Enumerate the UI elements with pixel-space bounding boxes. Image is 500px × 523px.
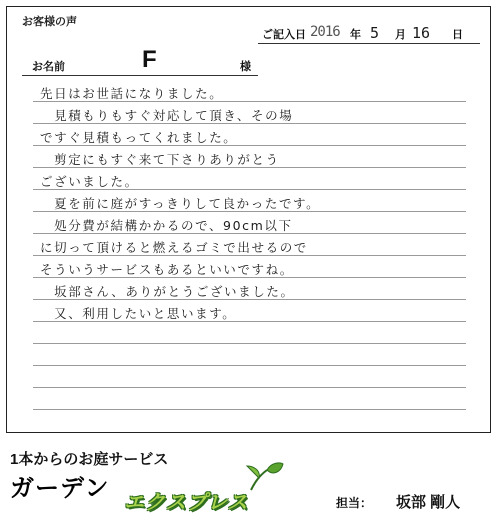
- brand-tagline: 1本からのお庭サービス: [10, 451, 169, 468]
- name-suffix: 様: [240, 60, 251, 73]
- date-row: [258, 24, 486, 46]
- customer-name: F: [142, 46, 157, 73]
- ruled-line: [33, 409, 466, 410]
- comment-line: 処分費が結構かかるので、90cm以下: [40, 218, 293, 233]
- comment-line: ございました。: [40, 174, 139, 189]
- staff-name: 坂部 剛人: [396, 494, 461, 511]
- date-year-unit: 年: [350, 28, 361, 41]
- ruled-line: [33, 387, 466, 388]
- ruled-line: [33, 365, 466, 366]
- ruled-line: [33, 343, 466, 344]
- comment-line: ですぐ見積もってくれました。: [40, 130, 238, 145]
- date-day: 16: [412, 24, 431, 42]
- date-label: ご記入日: [262, 28, 306, 41]
- comment-line: 剪定にもすぐ来て下さりありがとう: [40, 152, 280, 167]
- name-underline: [22, 75, 258, 76]
- date-month-unit: 月: [395, 28, 406, 41]
- comment-line: 見積もりもすぐ対応して頂き、その場: [40, 108, 294, 123]
- brand-name-main: ガーデン: [10, 475, 110, 502]
- date-month: 5: [370, 24, 380, 42]
- date-underline: [258, 43, 480, 44]
- brand-name-accent: エクスプレス: [124, 492, 249, 514]
- comment-line: に切って頂けると燃えるゴミで出せるので: [40, 240, 308, 255]
- form-title: お客様の声: [22, 15, 77, 28]
- comment-line: そういうサービスもあるといいですね。: [40, 262, 294, 277]
- comment-line: 夏を前に庭がすっきりして良かったです。: [40, 196, 321, 211]
- date-year: 2016: [310, 24, 340, 40]
- name-row: [22, 46, 262, 76]
- comment-line: 先日はお世話になりました。: [40, 86, 224, 101]
- comment-line: 又、利用したいと思います。: [40, 306, 237, 321]
- date-day-unit: 日: [452, 28, 463, 41]
- comment-line: 坂部さん、ありがとうございました。: [40, 284, 295, 299]
- staff-label: 担当：: [336, 496, 373, 510]
- brand-logo: [124, 486, 287, 514]
- name-label: お名前: [32, 60, 65, 73]
